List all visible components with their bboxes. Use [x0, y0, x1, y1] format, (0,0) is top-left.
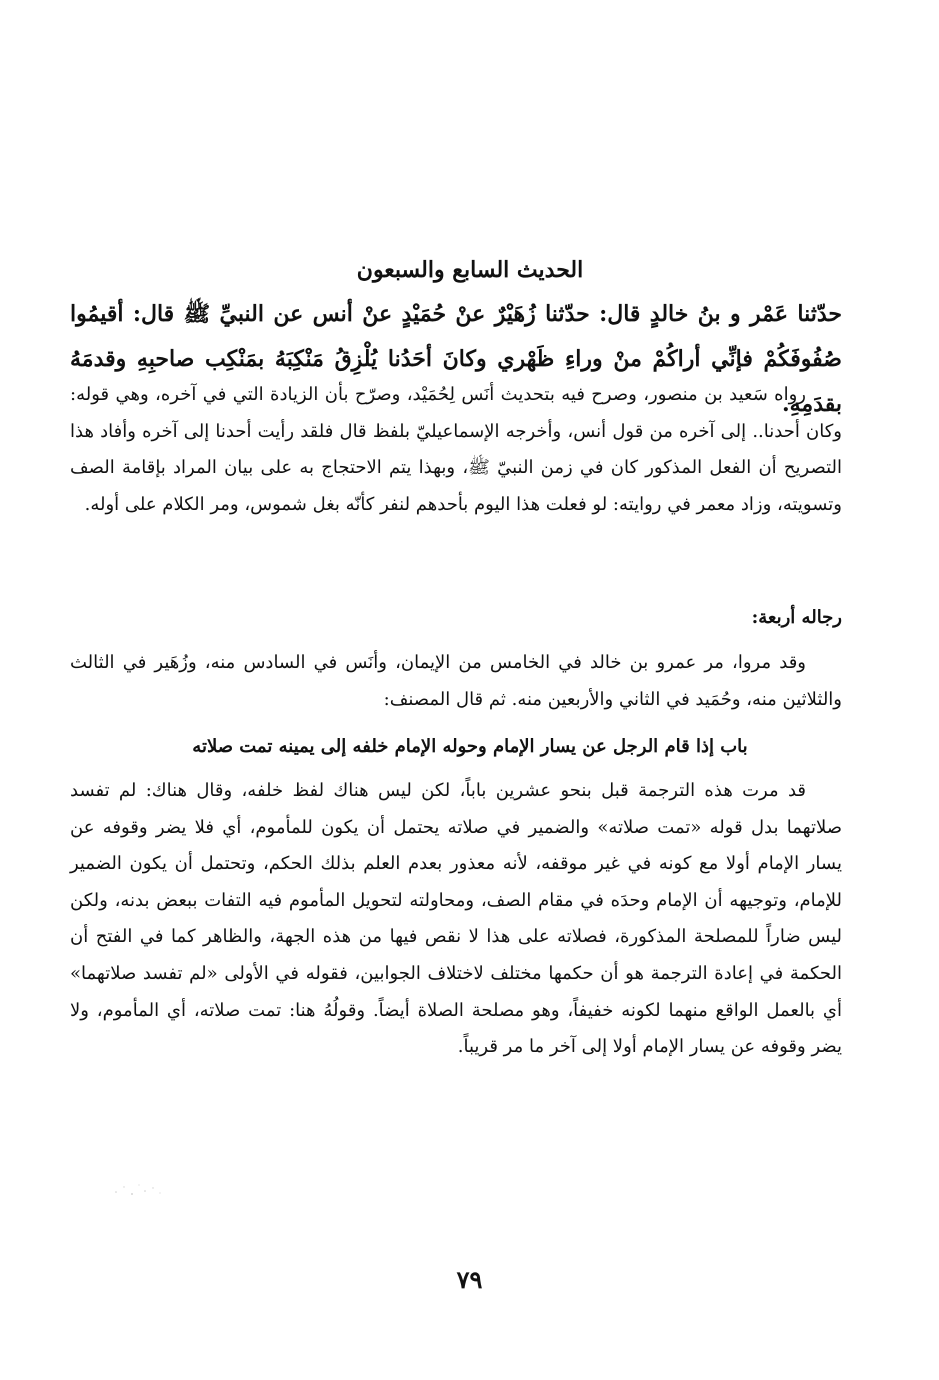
bab-title: باب إذا قام الرجل عن يسار الإمام وحوله الإمام خلفه إلى يمينه تمت صلاته — [192, 736, 748, 757]
page-number: ٧٩ — [456, 1265, 483, 1294]
scan-specks — [110, 1178, 170, 1202]
hadith-title: الحديث السابع والسبعون — [356, 257, 584, 283]
commentary-paragraph-3: قد مرت هذه الترجمة قبل بنحو عشرين باباً، لكن ليس هناك لفظ خلفه، وقال هناك: لم تفسد صلاتهما بدل قوله «تمت صلاته» والضمير في صلاته يحتمل أن يكون للمأموم، أي فلا يضر وقوفه عن يسار الإمام أولا مع كونه في غير موقفه، لأنه معذور بعدم العلم بذلك الحكم، وتحتمل أن يكون الضمير للإمام، وتوجيهه أن الإمام وحدَه في مقام الصف، ومحاولته لتحويل المأموم فيه التفات ببعض بدنه، ولكن ليس ضاراً للمصلحة المذكورة، فصلاته على هذا لا نقص فيها من هذه الجهة، والظاهر كما في الفتح أن الحكمة في إعادة الترجمة هو أن حكمها مختلف لاختلاف الجوابين، فقوله في الأولى «لم تفسد صلاتهما» أي بالعمل الواقع منهما لكونه خفيفاً، وهو مصلحة الصلاة أيضاً. وقولُهُ هنا: تمت صلاته، أي المأموم، ولا يضر وقوفه عن يسار الإمام أولا إلى آخر ما مر قريباً. — [70, 780, 842, 1058]
commentary-paragraph-2: وقد مروا، مر عمرو بن خالد في الخامس من الإيمان، وأنَس في السادس منه، وزُهَير في الثالث والثلاثين منه، وحُمَيد في الثاني والأربعين منه. ثم قال المصنف: — [70, 652, 842, 710]
hadith-matn: حدّثنا عَمْر و بنُ خالدٍ قال: حدّثنا زُهَيْرٌ عنْ حُمَيْدٍ عنْ أنس عن النبيِّ ﷺ قال: أقيمُوا صُفُوفَكُمْ فإنِّي أراكُمْ منْ وراءِ ظَهْري وكانَ أحَدُنا يُلْزِقُ مَنْكِبَهُ بمَنْكِب صاحبِهِ وقدمَهُ بقدَمِهِ. — [70, 301, 842, 417]
commentary-paragraph-1: رواه سَعيد بن منصور، وصرح فيه بتحديث أنَس لِحُمَيْد، وصرّح بأن الزيادة التي في آخره، وهي قوله: وكان أحدنا.. إلى آخره من قول أنس، وأخرجه الإسماعيليّ بلفظ قال فلقد رأيت أحدنا إلى آخره وأفاد هذا التصريح أن الفعل المذكور كان في زمن النبيّ ﷺ، وبهذا يتم الاحتجاج به على بيان المراد بإقامة الصف وتسويته، وزاد معمر في روايته: لو فعلت هذا اليوم بأحدهم لنفر كأنّه بغل شموس، ومر الكلام على أوله. — [70, 384, 842, 515]
rijal-heading: رجاله أربعة: — [751, 607, 842, 628]
